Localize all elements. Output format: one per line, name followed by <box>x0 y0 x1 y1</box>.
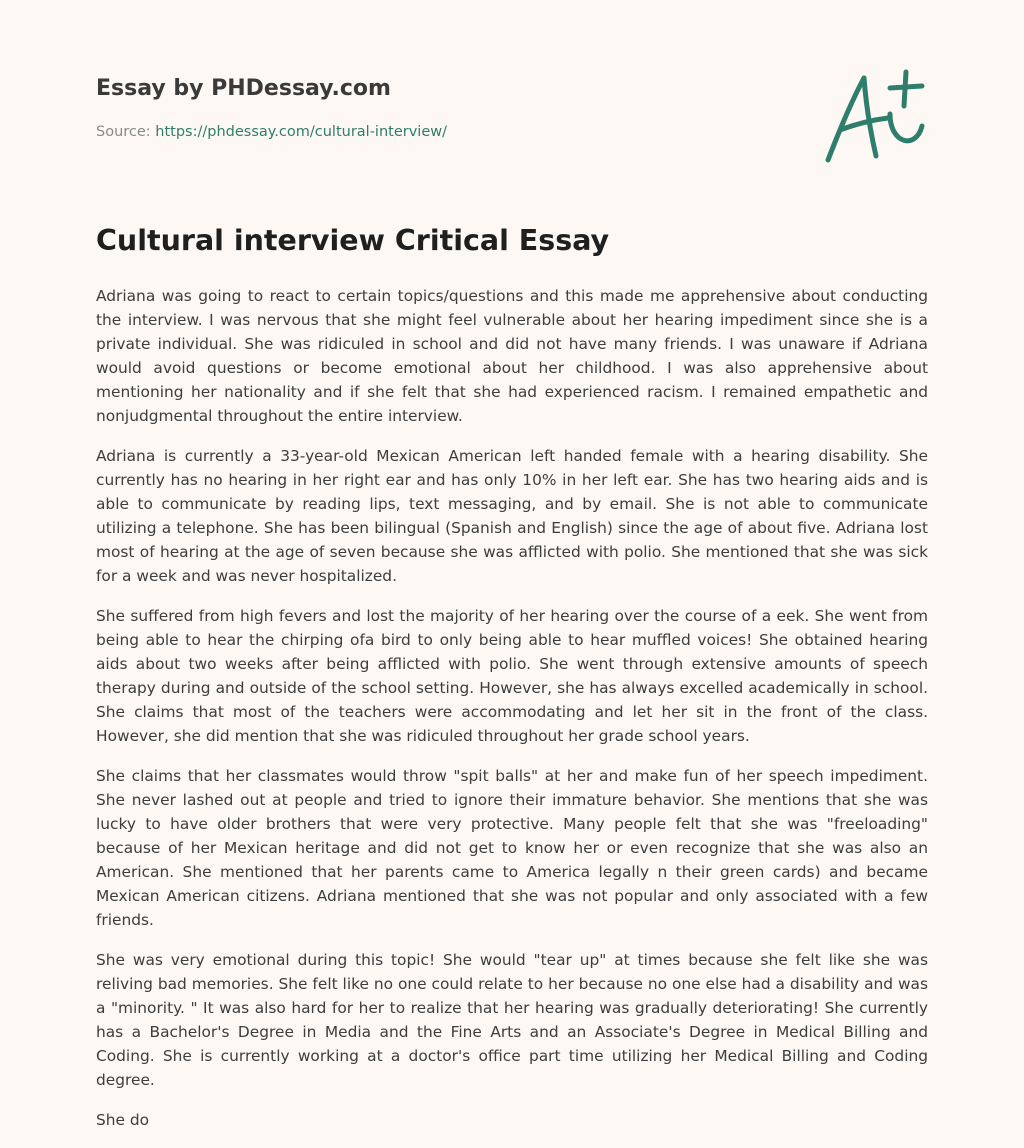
paragraph: She claims that her classmates would throw "spit balls" at her and make fun of her speech impediment. She never lashed out at people and tried to ignore their immature behavior. She mentions that she was lucky to have older brothers that were very protective. Many people felt that she was "freeloading" because of her Mexican heritage and did not get to know her or even recognize that she was also an American. She mentioned that her parents came to America legally n their green cards) and became Mexican American citizens. Adriana mentioned that she was not popular and only associated with a few friends. <box>96 767 928 929</box>
essay-title: Cultural interview Critical Essay <box>96 224 610 257</box>
paragraph: Adriana was going to react to certain topics/questions and this made me apprehensive about conducting the interview. I was nervous that she might feel vulnerable about her hearing impediment since she is a private individual. She was ridiculed in school and did not have many friends. I was unaware if Adriana would avoid questions or become emotional about her childhood. I was also apprehensive about mentioning her nationality and if she felt that she had experienced racism. I remained empathetic and nonjudgmental throughout the entire interview. <box>96 287 928 425</box>
essay-body <box>96 284 928 1148</box>
paragraph: Adriana is currently a 33-year-old Mexican American left handed female with a hearing disability. She currently has no hearing in her right ear and has only 10% in her left ear. She has two hearing aids and is able to communicate by reading lips, text messaging, and by email. She is not able to communicate utilizing a telephone. She has been bilingual (Spanish and English) since the age of about five. Adriana lost most of hearing at the age of seven because she was afflicted with polio. She mentioned that she was sick for a week and was never hospitalized. <box>96 447 928 585</box>
source-link[interactable]: https://phdessay.com/cultural-interview/ <box>155 124 447 140</box>
source-label: Source: <box>96 124 156 140</box>
paragraph: She do <box>96 1111 150 1129</box>
paragraph: She suffered from high fevers and lost the majority of her hearing over the course of a eek. She went from being able to hear the chirping ofa bird to only being able to hear muffled voices! She obtained hearing aids about two weeks after being afflicted with polio. She went through extensive amounts of speech therapy during and outside of the school setting. However, she has always excelled academically in school. She claims that most of the teachers were accommodating and let her sit in the front of the class. However, she did mention that she was ridiculed throughout her grade school years. <box>96 607 928 745</box>
source-line <box>96 124 447 140</box>
site-brand: Essay by PHDessay.com <box>96 76 391 101</box>
paragraph: She was very emotional during this topic! She would "tear up" at times because she felt like she was reliving bad memories. She felt like no one could relate to her because no one else had a disability and was a "minority. " It was also hard for her to realize that her hearing was gradually deteriorating! She currently has a Bachelor's Degree in Media and the Fine Arts and an Associate's Degree in Medical Billing and Coding. She is currently working at a doctor's office part time utilizing her Medical Billing and Coding degree. <box>96 951 928 1089</box>
a-plus-logo-icon <box>820 64 930 168</box>
